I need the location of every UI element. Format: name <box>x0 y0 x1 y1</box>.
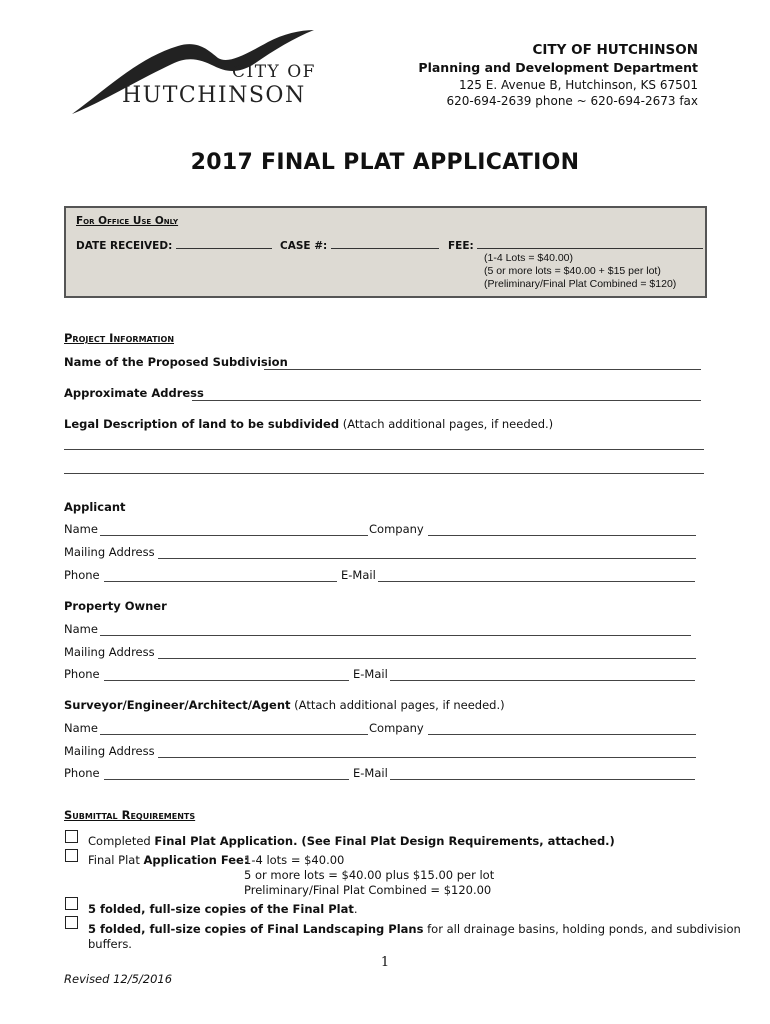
item2-text: Final Plat <box>88 853 144 867</box>
agent-name-input[interactable] <box>100 734 368 735</box>
item1-bold: Final Plat Application. (See Final Plat Design Requirements, attached.) <box>154 834 615 848</box>
submittal-checkbox-plat-copies[interactable] <box>65 897 78 910</box>
submittal-item-fee <box>88 853 248 867</box>
legal-description-label <box>64 417 553 431</box>
applicant-email-input[interactable] <box>378 581 695 582</box>
subdivision-name-label: Name of the Proposed Subdivision <box>64 355 288 369</box>
subdivision-name-input[interactable] <box>264 369 701 370</box>
fee-note-2: (5 or more lots = $40.00 + $15 per lot) <box>484 265 661 277</box>
item3-bold: 5 folded, full-size copies of the Final Plat <box>88 902 354 916</box>
applicant-name-label: Name <box>64 522 98 536</box>
project-info-heading: Project Information <box>64 331 175 345</box>
owner-email-input[interactable] <box>390 680 695 681</box>
applicant-email-label: E-Mail <box>341 568 376 582</box>
case-number-line <box>331 238 439 249</box>
applicant-company-input[interactable] <box>428 535 696 536</box>
header-dept: Planning and Development Department <box>418 60 698 75</box>
applicant-name-input[interactable] <box>100 535 368 536</box>
item3-post: . <box>353 902 358 916</box>
owner-name-input[interactable] <box>100 635 691 636</box>
owner-phone-input[interactable] <box>104 680 349 681</box>
submittal-checkbox-landscaping[interactable] <box>65 916 78 929</box>
header-org: CITY OF HUTCHINSON <box>532 42 698 58</box>
agent-name-label: Name <box>64 721 98 735</box>
date-received-label: DATE RECEIVED: <box>76 240 173 252</box>
header-address: 125 E. Avenue B, Hutchinson, KS 67501 <box>459 78 698 92</box>
agent-email-label: E-Mail <box>353 766 388 780</box>
revised-date: Revised 12/5/2016 <box>64 972 173 986</box>
fee-line <box>477 238 703 249</box>
owner-mailing-input[interactable] <box>158 658 696 659</box>
agent-phone-label: Phone <box>64 766 100 780</box>
submittal-heading: Submittal Requirements <box>64 808 196 822</box>
agent-note: (Attach additional pages, if needed.) <box>290 698 505 712</box>
case-number-field[interactable] <box>280 238 439 252</box>
legal-description-note: (Attach additional pages, if needed.) <box>339 417 554 431</box>
date-received-field[interactable] <box>76 238 272 252</box>
agent-heading: Surveyor/Engineer/Architect/Agent <box>64 698 291 712</box>
item1-text: Completed <box>88 834 155 848</box>
applicant-company-label: Company <box>369 522 424 536</box>
owner-name-label: Name <box>64 622 98 636</box>
agent-email-input[interactable] <box>390 779 695 780</box>
agent-mailing-label: Mailing Address <box>64 744 155 758</box>
approx-address-input[interactable] <box>192 400 701 401</box>
logo-city-text: CITY OF <box>232 62 316 82</box>
fee-note-3: (Preliminary/Final Plat Combined = $120) <box>484 278 677 290</box>
applicant-phone-input[interactable] <box>104 581 337 582</box>
owner-email-label: E-Mail <box>353 667 388 681</box>
fee-label: FEE: <box>448 240 474 252</box>
office-use-heading: For Office Use Only <box>76 215 179 227</box>
fee-schedule-3: Preliminary/Final Plat Combined = $120.00 <box>244 883 492 897</box>
fee-schedule-1: 1-4 lots = $40.00 <box>244 853 345 867</box>
agent-company-label: Company <box>369 721 424 735</box>
applicant-mailing-label: Mailing Address <box>64 545 155 559</box>
legal-description-input-1[interactable] <box>64 449 704 450</box>
fee-note-1: (1-4 Lots = $40.00) <box>484 252 574 264</box>
case-number-label: CASE #: <box>280 240 328 252</box>
agent-company-input[interactable] <box>428 734 696 735</box>
approx-address-label: Approximate Address <box>64 386 204 400</box>
applicant-mailing-input[interactable] <box>158 558 696 559</box>
submittal-item-plat-copies <box>88 902 358 916</box>
submittal-checkbox-application[interactable] <box>65 830 78 843</box>
item4-bold: 5 folded, full-size copies of Final Landscaping Plans <box>88 922 424 936</box>
legal-description-label-bold: Legal Description of land to be subdivided <box>64 417 340 431</box>
owner-heading: Property Owner <box>64 599 167 613</box>
agent-phone-input[interactable] <box>104 779 349 780</box>
header-phone: 620-694-2639 phone ~ 620-694-2673 fax <box>446 94 698 108</box>
date-received-line <box>176 238 272 249</box>
owner-phone-label: Phone <box>64 667 100 681</box>
agent-mailing-input[interactable] <box>158 757 696 758</box>
submittal-item-landscaping <box>88 922 741 936</box>
page-number: 1 <box>380 955 390 970</box>
page-title: 2017 FINAL PLAT APPLICATION <box>190 150 580 175</box>
item2-bold: Application Fee: <box>143 853 249 867</box>
logo-hutchinson-text: HUTCHINSON <box>122 83 306 108</box>
item4-post: for all drainage basins, holding ponds, and subdivision <box>423 922 741 936</box>
fee-field[interactable] <box>448 238 703 252</box>
fee-schedule-2: 5 or more lots = $40.00 plus $15.00 per lot <box>244 868 495 882</box>
legal-description-input-2[interactable] <box>64 473 704 474</box>
submittal-item-application <box>88 834 615 848</box>
applicant-heading: Applicant <box>64 500 126 514</box>
office-use-box <box>64 206 707 298</box>
owner-mailing-label: Mailing Address <box>64 645 155 659</box>
item4-continuation: buffers. <box>88 937 132 951</box>
applicant-phone-label: Phone <box>64 568 100 582</box>
submittal-checkbox-fee[interactable] <box>65 849 78 862</box>
agent-heading-row <box>64 698 505 712</box>
